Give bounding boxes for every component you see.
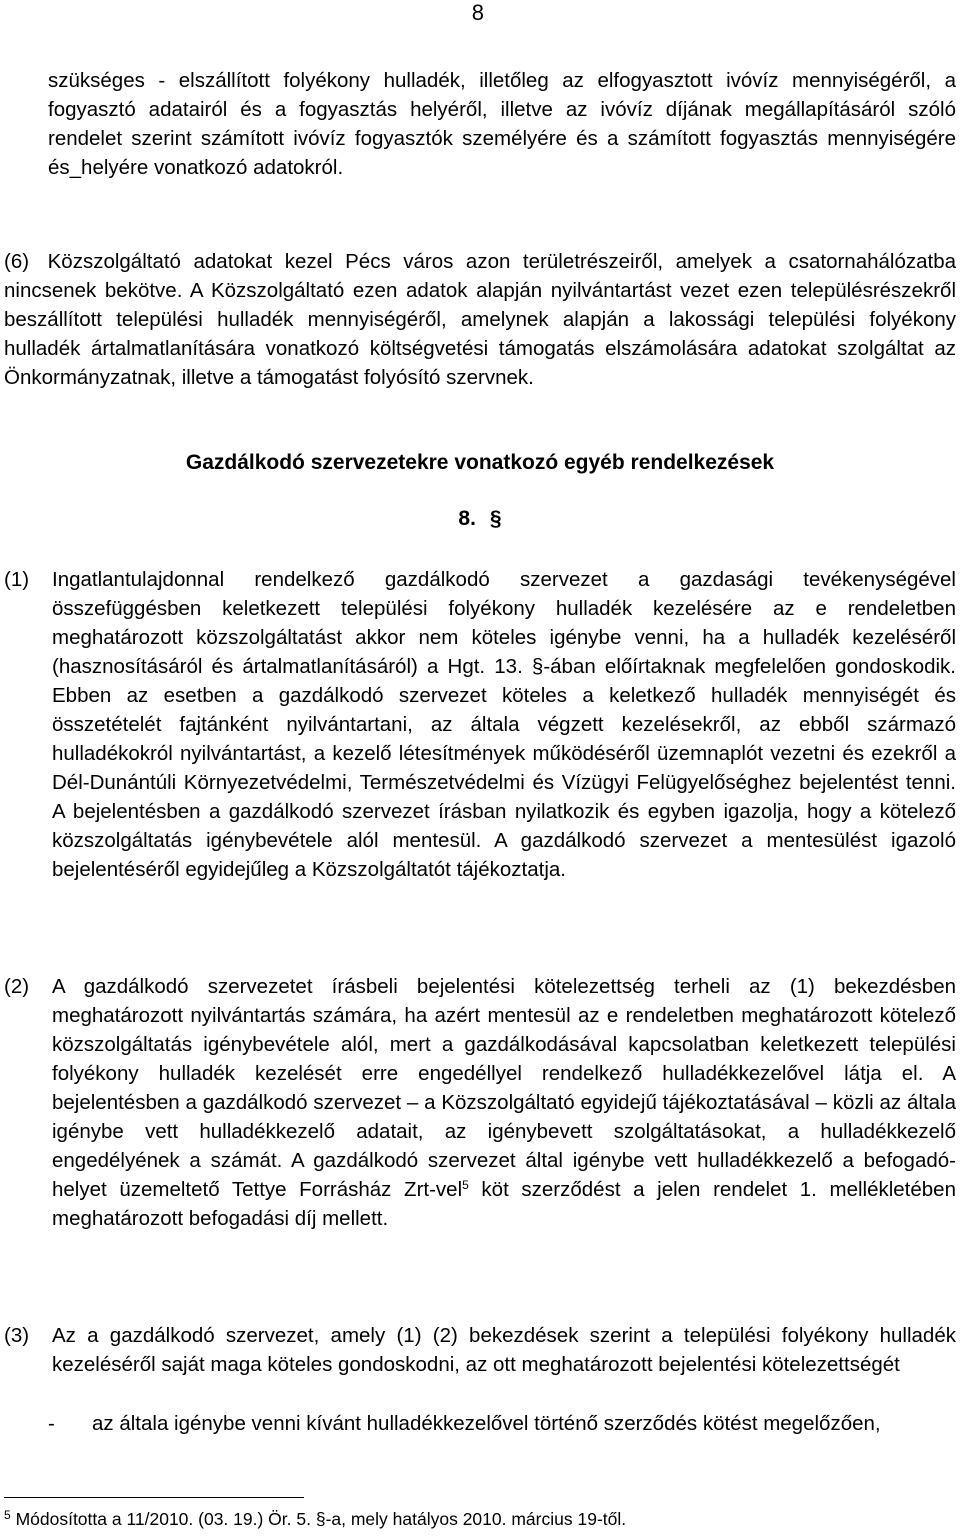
section-title bbox=[0, 505, 960, 533]
intro-paragraph bbox=[48, 66, 956, 182]
subsection-1 bbox=[4, 565, 956, 884]
paragraph-6-text: Közszolgáltató adatokat kezel Pécs város azon területrészeiről, amelyek a csatornahálózatba nincsenek bekötve. A Közszolgáltató ezen adatok alapján nyilvántartást vezet ezen településrészekről beszállított települési hulladék mennyiségéről, amelynek alapján a lakossági települési folyékony hulladék ártalmatlanítására vonatkozó költségvetési támogatás elszámolására adatokat szolgáltat az Önkormányzatnak, illetve a támogatást folyósító szervnek. bbox=[4, 250, 957, 389]
subsection-2-body bbox=[52, 972, 956, 1233]
footnote bbox=[4, 1507, 626, 1531]
list-item bbox=[48, 1409, 956, 1438]
list-item-text: az általa igénybe venni kívánt hulladékkezelővel történő szerződés kötést megelőzően, bbox=[92, 1412, 881, 1435]
paragraph-6-label: (6) bbox=[4, 250, 30, 273]
subsection-3 bbox=[4, 1321, 956, 1379]
subsection-3-label: (3) bbox=[4, 1324, 30, 1347]
subsection-2-text-b: köt szerződést a jelen rendelet 1. mellékletében meghatározott befogadási díj mellett. bbox=[52, 1178, 956, 1230]
footnote-ref[interactable]: 5 bbox=[462, 1178, 469, 1192]
subsection-2-label: (2) bbox=[4, 975, 30, 998]
subsection-3-text: Az a gazdálkodó szervezet, amely (1) (2) bekezdések szerint a települési folyékony hulladék kezeléséről saját maga köteles gondoskodni, az ott meghatározott bejelentési kötelezettségét bbox=[52, 1324, 956, 1376]
footnote-number: 5 bbox=[4, 1508, 11, 1522]
section-number: 8. bbox=[458, 507, 476, 530]
subsection-1-label: (1) bbox=[4, 568, 30, 591]
section-sign: § bbox=[489, 507, 502, 530]
page-number: 8 bbox=[471, 0, 484, 25]
footnote-text: Módosította a 11/2010. (03. 19.) Ör. 5. §-a, mely hatályos 2010. március 19-től. bbox=[15, 1509, 627, 1529]
paragraph-6 bbox=[4, 247, 956, 392]
footnote-divider bbox=[4, 1497, 304, 1498]
subsection-2 bbox=[4, 972, 956, 1233]
intro-text: szükséges - elszállított folyékony hulladék, illetőleg az elfogyasztott ivóvíz mennyiségéről, a fogyasztó adatairól és a fogyasztás helyéről, illetve az ivóvíz díjának megállapításáról szóló rendelet szerint számított ivóvíz fogyasztók személyére és a számított fogyasztás mennyiségére és_helyére vonatkozó adatokról. bbox=[48, 69, 956, 179]
subsection-2-text-a: A gazdálkodó szervezetet írásbeli bejelentési kötelezettség terheli az (1) bekezdésben meghatározott nyilvántartás számára, ha azért mentesül az e rendeletben meghatározott kötelező közszolgáltatás igénybevétele alól, mert a gazdálkodásával kapcsolatban keletkezett települési folyékony hulladék kezelését erre engedéllyel rendelkező hulladékkezelővel látja el. A bejelentésben a gazdálkodó szervezet – a Közszolgáltató egyidejű tájékoztatásával – közli az általa igénybe vett hulladékkezelő adatait, az igénybevett szolgáltatásokat, a hulladékkezelő engedélyének a számát. A gazdálkodó szervezet által igénybe vett hulladékkezelő a befogadó-helyet üzemeltető Tettye Forrásház Zrt-vel bbox=[52, 975, 956, 1201]
section-heading: Gazdálkodó szervezetekre vonatkozó egyéb rendelkezések bbox=[185, 451, 775, 474]
subsection-1-text: Ingatlantulajdonnal rendelkező gazdálkodó szervezet a gazdasági tevékenységével összefüggésben keletkezett települési folyékony hulladék kezelésére az e rendeletben meghatározott közszolgáltatást akkor nem köteles igénybe venni, ha a hulladék kezeléséről (hasznosításáról és ártalmatlanításáról) a Hgt. 13. §-ában előírtaknak megfelelően gondoskodik. Ebben az esetben a gazdálkodó szervezet köteles a keletkező hulladék mennyiségét és összetételét fajtánként nyilvántartani, az általa végzett kezelésekről, az ebből származó hulladékokról nyilvántartást, a kezelő létesítmények működéséről üzemnaplót vezetni és ezekről a Dél-Dunántúli Környezetvédelmi, Természetvédelmi és Vízügyi Felügyelőséghez bejelentést tenni. A bejelentésben a gazdálkodó szervezet írásban nyilatkozik és egyben igazolja, hogy a kötelező közszolgáltatás igénybevétele alól mentesül. A gazdálkodó szervezet a mentesülést igazoló bejelentéséről egyidejűleg a Közszolgáltatót tájékoztatja. bbox=[52, 568, 956, 881]
list-dash: - bbox=[48, 1412, 55, 1435]
